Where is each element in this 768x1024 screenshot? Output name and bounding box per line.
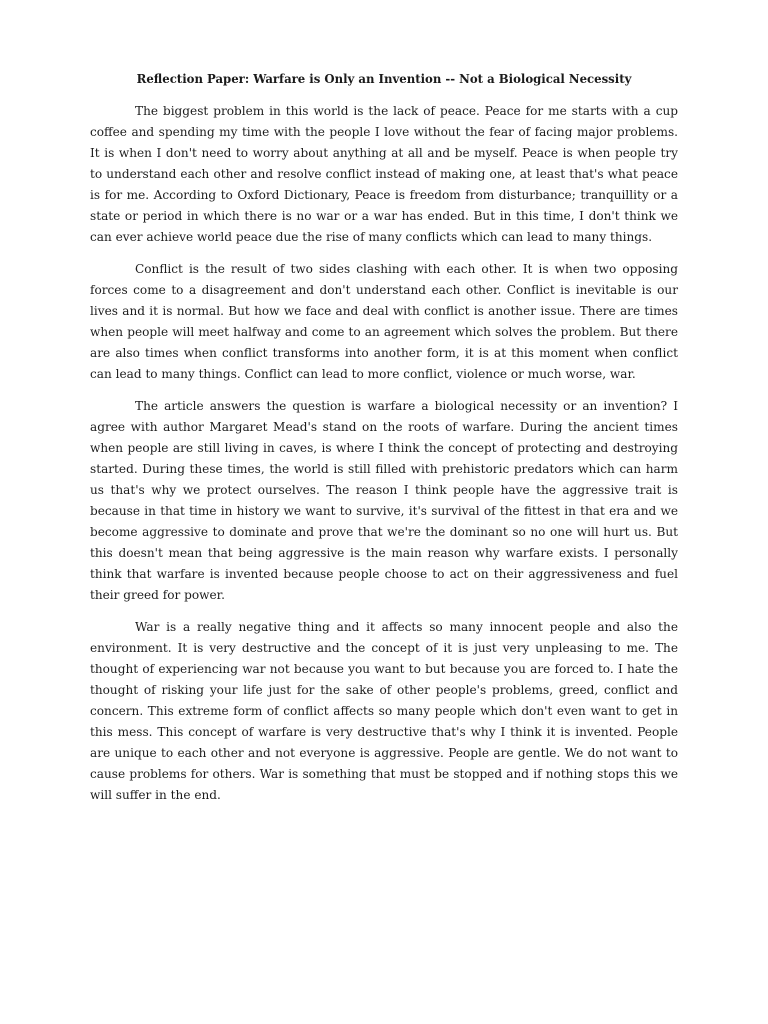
paragraph-peace: The biggest problem in this world is the lack of peace. Peace for me starts with a cup coffee and spending my time with the people I love without the fear of facing major problems. It is when I don't need to worry about anything at all and be myself. Peace is when people try to understand each other and resolve conflict instead of making one, at least that's what peace is for me. According to Oxford Dictionary, Peace is freedom from disturbance; tranquillity or a state or period in which there is no war or a war has ended. But in this time, I don't think we can ever achieve world peace due the rise of many conflicts which can lead to many things. xyxy=(90,104,678,244)
paragraph-article: The article answers the question is warfare a biological necessity or an invention? I agree with author Margaret Mead's stand on the roots of warfare. During the ancient times when people are still living in caves, is where I think the concept of protecting and destroying started. During these times, the world is still filled with prehistoric predators which can harm us that's why we protect ourselves. The reason I think people have the aggressive trait is because in that time in history we want to survive, it's survival of the fittest in that era and we become aggressive to dominate and prove that we're the dominant so no one will hurt us. But this doesn't mean that being aggressive is the main reason why warfare exists. I personally think that warfare is invented because people choose to act on their aggressiveness and fuel their greed for power. xyxy=(90,399,678,602)
document-body xyxy=(90,101,678,806)
paragraph-conflict: Conflict is the result of two sides clashing with each other. It is when two opposing forces come to a disagreement and don't understand each other. Conflict is inevitable is our lives and it is normal. But how we face and deal with conflict is another issue. There are times when people will meet halfway and come to an agreement which solves the problem. But there are also times when conflict transforms into another form, it is at this moment when conflict can lead to many things. Conflict can lead to more conflict, violence or much worse, war. xyxy=(90,262,678,381)
document-title: Reflection Paper: Warfare is Only an Invention -- Not a Biological Necessity xyxy=(136,72,632,86)
paragraph-war: War is a really negative thing and it affects so many innocent people and also the environment. It is very destructive and the concept of it is just very unpleasing to me. The thought of experiencing war not because you want to but because you are forced to. I hate the thought of risking your life just for the sake of other people's problems, greed, conflict and concern. This extreme form of conflict affects so many people which don't even want to get in this mess. This concept of warfare is very destructive that's why I think it is invented. People are unique to each other and not everyone is aggressive. People are gentle. We do not want to cause problems for others. War is something that must be stopped and if nothing stops this we will suffer in the end. xyxy=(90,620,678,802)
